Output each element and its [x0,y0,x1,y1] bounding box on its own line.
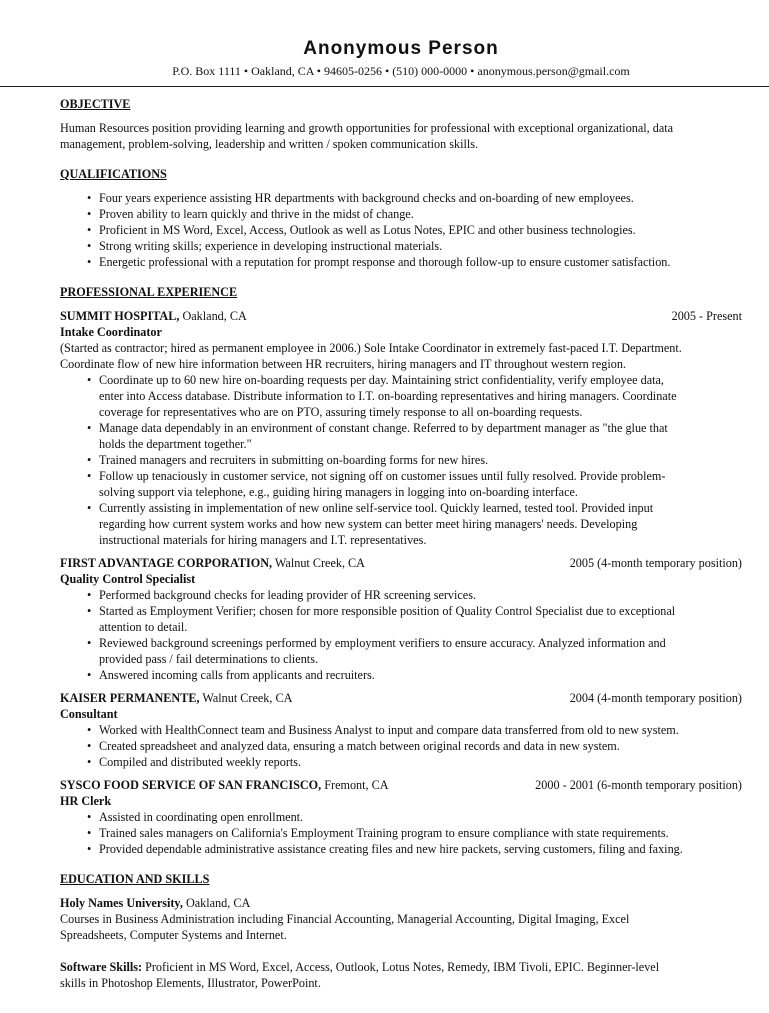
list-item [60,372,742,420]
job-title: Intake Coordinator [60,325,162,339]
bullet-line: Performed background checks for leading provider of HR screening services. • [87,588,477,602]
job-header [60,308,742,324]
bullet-icon: • [87,842,92,856]
list-item [60,738,742,754]
job-header [60,690,742,706]
text-line: Human Resources position providing learning and growth opportunities for professional with exceptional organizational, data [60,121,674,135]
job-entry [60,308,742,548]
employer-name: FIRST ADVANTAGE CORPORATION, [60,556,273,570]
text-line: management, problem-solving, leadership and written / spoken communication skills. [60,137,479,151]
text-line [60,959,742,975]
bullet-icon: • [87,826,92,840]
software-label: Software Skills: [60,960,143,974]
bullet-icon: • [87,469,92,483]
header-divider [0,86,769,87]
job-employer-line [60,308,247,324]
qualifications-list [60,190,742,270]
job-entry [60,777,742,857]
list-item [60,635,742,667]
list-item [60,190,742,206]
software-text: Proficient in MS Word, Excel, Access, Outlook, Lotus Notes, Remedy, IBM Tivoli, EPIC. Beginner-level [142,960,660,974]
resume-page [60,36,742,991]
job-dates: 2000 - 2001 (6-month temporary position) [535,778,742,792]
job-dates: 2005 - Present [671,309,742,323]
bullet-line: Four years experience assisting HR departments with background checks and on-boarding of new employees. • [87,191,634,205]
list-item [60,722,742,738]
bullet-line: coverage for representatives who are on PTO, assuring timely response to all on-boarding requests. [99,405,583,419]
bullet-line: Manage data dependably in an environment of constant change. Referred to by department manager as "the glue that • [87,421,668,435]
bullet-icon: • [87,668,92,682]
list-item [60,238,742,254]
job-employer-line [60,777,389,793]
qualifications-heading: QUALIFICATIONS [60,167,167,181]
courses-text [60,911,742,943]
bullet-line: Provided dependable administrative assistance creating files and new hire packets, serving customers, filing and faxing. • [87,842,683,856]
school-location: Oakland, CA [182,896,251,910]
bullet-line: Reviewed background screenings performed by employment verifiers to ensure accuracy. Analyzed information and • [87,636,666,650]
job-title: HR Clerk [60,794,112,808]
objective-text [60,120,742,152]
job-location: Walnut Creek, CA [272,556,365,570]
contact-info: P.O. Box 1111 • Oakland, CA • 94605-0256 • (510) 000-0000 • anonymous.person@gmail.com [172,64,630,78]
bullet-line: regarding how current system works and how new system can better meet hiring managers' needs. Developing [99,517,638,531]
bullet-line: Currently assisting in implementation of new online self-service tool. Quickly learned, tested tool. Provided input • [87,501,654,515]
bullet-line: Proven ability to learn quickly and thrive in the midst of change. • [87,207,414,221]
job-location: Fremont, CA [321,778,389,792]
bullet-line: Follow up tenaciously in customer service, not signing off on customer issues until fully resolved. Provide problem- • [87,469,666,483]
bullet-icon: • [87,636,92,650]
bullet-line: Answered incoming calls from applicants and recruiters. • [87,668,375,682]
employer-name: SUMMIT HOSPITAL, [60,309,180,323]
bullet-icon: • [87,191,92,205]
list-item [60,587,742,603]
bullet-icon: • [87,255,92,269]
bullet-icon: • [87,453,92,467]
bullet-icon: • [87,501,92,515]
bullet-line: Compiled and distributed weekly reports. • [87,755,302,769]
employer-name: SYSCO FOOD SERVICE OF SAN FRANCISCO, [60,778,322,792]
job-dates: 2005 (4-month temporary position) [569,556,742,570]
job-entry [60,690,742,770]
text-line: Spreadsheets, Computer Systems and Internet. [60,928,287,942]
education-heading: EDUCATION AND SKILLS [60,872,210,886]
software-skills [60,959,742,991]
list-item [60,222,742,238]
bullet-icon: • [87,373,92,387]
bullet-line: provided pass / fail determinations to clients. [99,652,318,666]
list-item [60,420,742,452]
text-line: Courses in Business Administration including Financial Accounting, Managerial Accounting, Digital Imaging, Excel [60,912,630,926]
job-title: Quality Control Specialist [60,572,196,586]
school [60,895,742,911]
list-item [60,841,742,857]
list-item [60,500,742,548]
job-entry [60,555,742,683]
bullet-icon: • [87,239,92,253]
candidate-name: Anonymous Person [303,38,499,59]
bullet-icon: • [87,223,92,237]
job-dates: 2004 (4-month temporary position) [569,691,742,705]
bullet-line: Coordinate up to 60 new hire on-boarding requests per day. Maintaining strict confidentiality, verify employee data, • [87,373,664,387]
bullet-line: Started as Employment Verifier; chosen for more responsible position of Quality Control Specialist due to exceptional • [87,604,676,618]
list-item [60,754,742,770]
job-title: Consultant [60,707,118,721]
school-name: Holy Names University, [60,896,183,910]
employer-name: KAISER PERMANENTE, [60,691,200,705]
bullet-icon: • [87,755,92,769]
job-header [60,777,742,793]
bullet-icon: • [87,207,92,221]
text-line: Coordinate flow of new hire information between HR recruiters, hiring managers and IT throughout western region. [60,357,626,371]
bullet-line: solving support via telephone, e.g., guiding hiring managers in logging into on-boarding interface. [99,485,578,499]
bullet-line: instructional materials for hiring managers and I.T. representatives. [99,533,427,547]
bullet-icon: • [87,739,92,753]
experience-heading: PROFESSIONAL EXPERIENCE [60,285,238,299]
bullet-line: holds the department together." [99,437,252,451]
job-location: Oakland, CA [179,309,247,323]
text-line: (Started as contractor; hired as permanent employee in 2006.) Sole Intake Coordinator in extremely fast-paced I.T. Department. [60,341,682,355]
bullet-line: Strong writing skills; experience in developing instructional materials. • [87,239,443,253]
bullet-line: enter into Access database. Distribute information to I.T. on-boarding representatives and hiring managers. Coordinate [99,389,677,403]
bullet-line: Energetic professional with a reputation for prompt response and thorough follow-up to ensure customer satisfaction. • [87,255,671,269]
job-employer-line [60,555,365,571]
job-employer-line [60,690,292,706]
bullet-line: Worked with HealthConnect team and Business Analyst to input and compare data transferred from old to new system. • [87,723,679,737]
bullet-line: Created spreadsheet and analyzed data, ensuring a match between original records and data in new system. • [87,739,620,753]
bullet-icon: • [87,421,92,435]
list-item [60,809,742,825]
bullet-line: Trained managers and recruiters in submitting on-boarding forms for new hires. • [87,453,489,467]
list-item [60,452,742,468]
list-item [60,254,742,270]
bullet-icon: • [87,588,92,602]
bullet-line: Proficient in MS Word, Excel, Access, Outlook as well as Lotus Notes, EPIC and other business technologies. • [87,223,636,237]
objective-heading: OBJECTIVE [60,97,131,111]
job-location: Walnut Creek, CA [199,691,293,705]
list-item [60,468,742,500]
bullet-line: attention to detail. [99,620,188,634]
bullet-icon: • [87,723,92,737]
text-line: skills in Photoshop Elements, Illustrator, PowerPoint. [60,976,321,990]
list-item [60,825,742,841]
list-item [60,603,742,635]
list-item [60,667,742,683]
job-header [60,555,742,571]
bullet-line: Trained sales managers on California's Employment Training program to ensure compliance with state requirements. • [87,826,669,840]
list-item [60,206,742,222]
bullet-line: Assisted in coordinating open enrollment. • [87,810,304,824]
bullet-icon: • [87,810,92,824]
bullet-icon: • [87,604,92,618]
experience-list [60,308,742,857]
